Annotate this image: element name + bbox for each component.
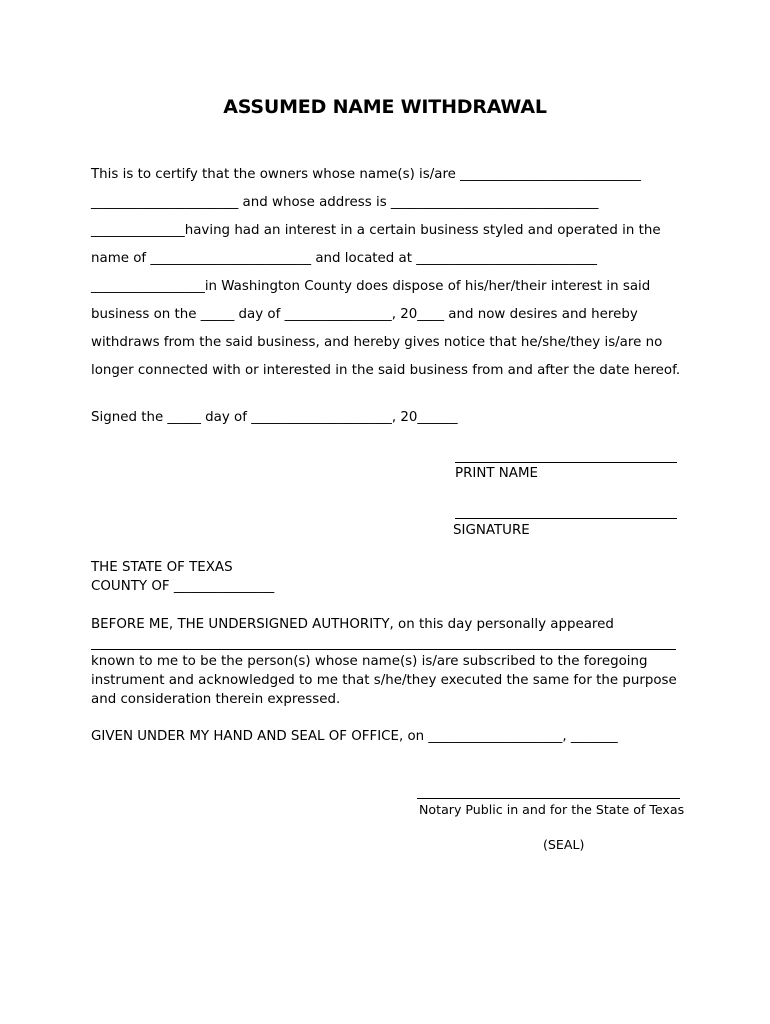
body-line-3: ______________having had an interest in a certain business styled and operated in the	[91, 223, 661, 238]
body-line-6: business on the _____ day of ________________, 20____ and now desires and hereby	[91, 307, 638, 322]
document-title: ASSUMED NAME WITHDRAWAL	[223, 96, 547, 118]
notary-signature-rule	[417, 798, 680, 799]
signed-date-line: Signed the _____ day of _____________________, 20______	[91, 410, 458, 425]
body-line-4: name of ________________________ and located at ___________________________	[91, 251, 597, 266]
signature-label: SIGNATURE	[453, 523, 530, 538]
body-line-7: withdraws from the said business, and hereby gives notice that he/she/they is/are no	[91, 335, 663, 350]
signature-rule	[455, 518, 677, 519]
appeared-name-rule	[91, 649, 676, 650]
body-line-5: _________________in Washington County does dispose of his/her/their interest in said	[91, 279, 651, 294]
state-line: THE STATE OF TEXAS	[91, 560, 233, 575]
body-line-8: longer connected with or interested in the said business from and after the date hereof.	[91, 363, 681, 378]
given-under-hand-line: GIVEN UNDER MY HAND AND SEAL OF OFFICE, on ____________________, _______	[91, 729, 618, 744]
print-name-label: PRINT NAME	[455, 466, 538, 481]
seal-label: (SEAL)	[543, 837, 585, 852]
body-line-2: ______________________ and whose address is _______________________________	[91, 195, 599, 210]
county-line: COUNTY OF _______________	[91, 579, 275, 594]
body-line-1: This is to certify that the owners whose name(s) is/are ___________________________	[91, 167, 641, 182]
notary-label: Notary Public in and for the State of Texas	[419, 802, 685, 817]
print-name-rule	[455, 462, 677, 463]
before-me-line: BEFORE ME, THE UNDERSIGNED AUTHORITY, on this day personally appeared	[91, 617, 614, 632]
acknowledgement-paragraph: known to me to be the person(s) whose name(s) is/are subscribed to the foregoing instrument and acknowledged to me that s/he/they executed the same for the purpose and consideration therein expressed.	[91, 654, 677, 707]
